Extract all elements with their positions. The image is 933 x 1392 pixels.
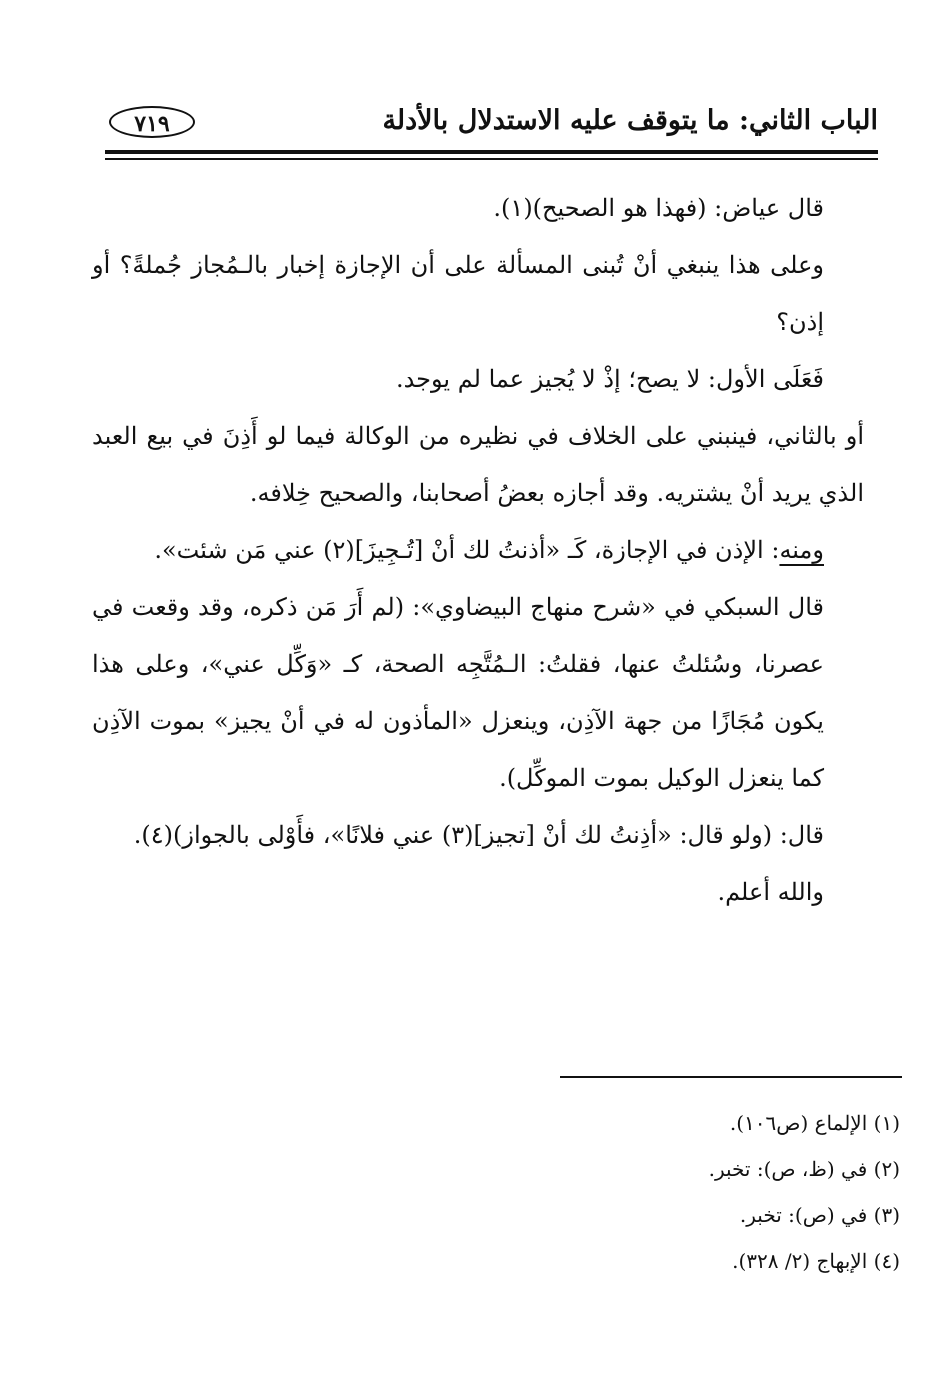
page-header bbox=[105, 100, 878, 150]
paragraph-5-text: : الإذن في الإجازة، كَـ «أذنتُ لك أنْ [تُـجِيزَ](٢) عني مَن شئت». bbox=[154, 536, 780, 564]
footnote-1: (١) الإلماع (ص١٠٦). bbox=[729, 1111, 900, 1135]
chapter-title: الباب الثاني: ما يتوقف عليه الاستدلال بالأدلة bbox=[382, 105, 878, 136]
paragraph-2: وعلى هذا ينبغي أنْ تُبنى المسألة على أن الإجازة إخبار بالـمُجاز جُملةً؟ أو إذن؟ bbox=[92, 251, 824, 336]
footnote-4: (٤) الإبهاج (٢/ ٣٢٨). bbox=[732, 1249, 900, 1273]
footnote-2: (٢) في (ظ، ص): تخبر. bbox=[708, 1157, 900, 1181]
header-rule-thin bbox=[105, 158, 878, 160]
paragraph-8: والله أعلم. bbox=[717, 878, 824, 906]
footnote-3: (٣) في (ص): تخبر. bbox=[739, 1203, 900, 1227]
paragraph-1: قال عياض: (فهذا هو الصحيح)(١). bbox=[493, 194, 824, 222]
paragraph-6: قال السبكي في «شرح منهاج البيضاوي»: (لم أَرَ مَن ذكره، وقد وقعت في عصرنا، وسُئلتُ عنها، فقلتُ: الـمُتَّجِه الصحة، كـ «وَكِّل عني»، وعلى هذا يكون مُجَازًا من جهة الآذِن، وينعزل «المأذون له في أنْ يجيز» بموت الآذِن كما ينعزل الوكيل بموت الموكِّل). bbox=[92, 593, 824, 792]
page-number: ٧١٩ bbox=[109, 106, 195, 138]
header-rule-thick bbox=[105, 150, 878, 154]
footnote-separator bbox=[560, 1076, 902, 1078]
paragraph-4: أو بالثاني، فينبني على الخلاف في نظيره من الوكالة فيما لو أَذِنَ في بيع العبد الذي يريد أنْ يشتريه. وقد أجازه بعضُ أصحابنا، والصحيح خِلافه. bbox=[92, 422, 864, 507]
paragraph-3: فَعَلَى الأول: لا يصح؛ إذْ لا يُجيز عما لم يوجد. bbox=[395, 365, 824, 393]
paragraph-7: قال: (ولو قال: «أذِنتُ لك أنْ [تجيز](٣) عني فلانًا»، فأَوْلى بالجواز)(٤). bbox=[133, 821, 824, 849]
body-text bbox=[92, 180, 864, 921]
paragraph-5 bbox=[92, 522, 864, 579]
paragraph-5-keyword: ومنه bbox=[779, 536, 824, 564]
footnotes bbox=[200, 1100, 900, 1284]
